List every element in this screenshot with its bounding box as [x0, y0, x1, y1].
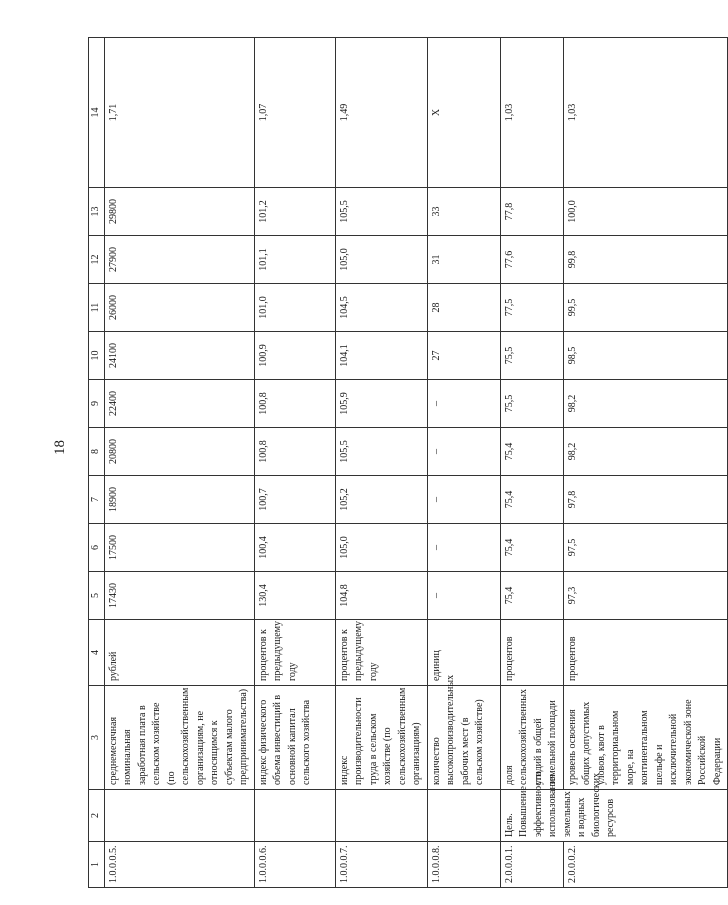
- value-cell: 29800: [104, 188, 254, 236]
- value-cell: 98,2: [563, 428, 728, 476]
- value-cell: 100,9: [254, 332, 335, 380]
- header-cell: 6: [89, 524, 105, 572]
- header-cell: 3: [89, 686, 105, 790]
- value-cell: 77,6: [500, 236, 563, 284]
- value-cell: 105,9: [335, 380, 427, 428]
- value-cell: 105,5: [335, 428, 427, 476]
- ratio-cell: 1,03: [563, 38, 728, 188]
- value-cell: 105,5: [335, 188, 427, 236]
- value-cell: 97,3: [563, 572, 728, 620]
- goal-cell: [104, 790, 254, 842]
- header-cell: 14: [89, 38, 105, 188]
- code-cell: 2.0.0.0.2.: [563, 842, 728, 888]
- value-cell: 98,5: [563, 332, 728, 380]
- value-cell: 75,4: [500, 524, 563, 572]
- table-row: [500, 38, 563, 888]
- table-row: [427, 38, 500, 888]
- header-cell: 9: [89, 380, 105, 428]
- header-cell: 12: [89, 236, 105, 284]
- value-cell: 20800: [104, 428, 254, 476]
- value-cell: 31: [427, 236, 500, 284]
- code-cell: 1.0.0.0.7.: [335, 842, 427, 888]
- ratio-cell: 1,03: [500, 38, 563, 188]
- value-cell: 75,4: [500, 572, 563, 620]
- value-cell: 99,8: [563, 236, 728, 284]
- value-cell: 18900: [104, 476, 254, 524]
- indicator-cell: индекс физического объема инвестиций в основной капитал сельского хозяйства: [254, 686, 335, 790]
- unit-cell: единиц: [427, 620, 500, 686]
- unit-cell: рублей: [104, 620, 254, 686]
- page-number: 18: [52, 440, 68, 455]
- unit-cell: процентов к предыдущему году: [254, 620, 335, 686]
- value-cell: 104,8: [335, 572, 427, 620]
- indicator-cell: уровень освоения общих допустимых уловов, квот в территориальном море, на континентальном шельфе и исключительной экономической зоне Российской Федерации: [563, 686, 728, 790]
- value-cell: 100,0: [563, 188, 728, 236]
- value-cell: 28: [427, 284, 500, 332]
- header-cell: 7: [89, 476, 105, 524]
- value-cell: 17430: [104, 572, 254, 620]
- code-cell: 1.0.0.0.6.: [254, 842, 335, 888]
- value-cell: 77,8: [500, 188, 563, 236]
- header-cell: 13: [89, 188, 105, 236]
- value-cell: 130,4: [254, 572, 335, 620]
- value-cell: 100,8: [254, 380, 335, 428]
- value-cell: 99,5: [563, 284, 728, 332]
- code-cell: 1.0.0.0.8.: [427, 842, 500, 888]
- goal-cell: Цель. Повышение эффективности использования земельных и водных биологических ресурсов: [500, 790, 728, 842]
- ratio-cell: 1,07: [254, 38, 335, 188]
- value-cell: 97,8: [563, 476, 728, 524]
- header-cell: 11: [89, 284, 105, 332]
- value-cell: 100,4: [254, 524, 335, 572]
- header-cell: 10: [89, 332, 105, 380]
- value-cell: 105,0: [335, 236, 427, 284]
- value-cell: –: [427, 428, 500, 476]
- table-row: [563, 38, 728, 888]
- value-cell: 33: [427, 188, 500, 236]
- value-cell: 75,4: [500, 476, 563, 524]
- code-cell: 1.0.0.0.5.: [104, 842, 254, 888]
- code-cell: 2.0.0.0.1.: [500, 842, 563, 888]
- value-cell: –: [427, 380, 500, 428]
- header-cell: 5: [89, 572, 105, 620]
- header-cell: 4: [89, 620, 105, 686]
- goal-cell: [427, 790, 500, 842]
- table-row: [254, 38, 335, 888]
- value-cell: 17500: [104, 524, 254, 572]
- indicator-table: [88, 37, 728, 888]
- value-cell: –: [427, 572, 500, 620]
- header-cell: 8: [89, 428, 105, 476]
- value-cell: 105,2: [335, 476, 427, 524]
- value-cell: 101,0: [254, 284, 335, 332]
- indicator-cell: количество высокопроизводительных рабочих мест (в сельском хозяйстве): [427, 686, 500, 790]
- value-cell: 75,4: [500, 428, 563, 476]
- unit-cell: процентов к предыдущему году: [335, 620, 427, 686]
- value-cell: 105,0: [335, 524, 427, 572]
- value-cell: 75,5: [500, 332, 563, 380]
- unit-cell: процентов: [500, 620, 563, 686]
- value-cell: 101,1: [254, 236, 335, 284]
- value-cell: 104,5: [335, 284, 427, 332]
- value-cell: 100,7: [254, 476, 335, 524]
- ratio-cell: 1,71: [104, 38, 254, 188]
- unit-cell: процентов: [563, 620, 728, 686]
- value-cell: 24100: [104, 332, 254, 380]
- indicator-cell: доля сельскохозяйственных угодий в общей земельной площади: [500, 686, 563, 790]
- ratio-cell: 1,49: [335, 38, 427, 188]
- value-cell: –: [427, 476, 500, 524]
- value-cell: 22400: [104, 380, 254, 428]
- indicator-cell: среднемесячная номинальная заработная плата в сельском хозяйстве (по сельскохозяйственным организациям, не относящимся к субъектам малого предпринимательства): [104, 686, 254, 790]
- value-cell: 104,1: [335, 332, 427, 380]
- value-cell: 100,8: [254, 428, 335, 476]
- value-cell: –: [427, 524, 500, 572]
- value-cell: 26000: [104, 284, 254, 332]
- goal-cell: [335, 790, 427, 842]
- goal-cell: [254, 790, 335, 842]
- value-cell: 97,5: [563, 524, 728, 572]
- value-cell: 27: [427, 332, 500, 380]
- value-cell: 101,2: [254, 188, 335, 236]
- value-cell: 27900: [104, 236, 254, 284]
- header-row: [89, 38, 105, 888]
- value-cell: 75,5: [500, 380, 563, 428]
- indicator-table-container: [88, 40, 723, 888]
- value-cell: 77,5: [500, 284, 563, 332]
- header-cell: 1: [89, 842, 105, 888]
- table-row: [335, 38, 427, 888]
- indicator-cell: индекс производительности труда в сельском хозяйстве (по сельскохозяйственным организациям): [335, 686, 427, 790]
- ratio-cell: Х: [427, 38, 500, 188]
- table-row: [104, 38, 254, 888]
- header-cell: 2: [89, 790, 105, 842]
- value-cell: 98,2: [563, 380, 728, 428]
